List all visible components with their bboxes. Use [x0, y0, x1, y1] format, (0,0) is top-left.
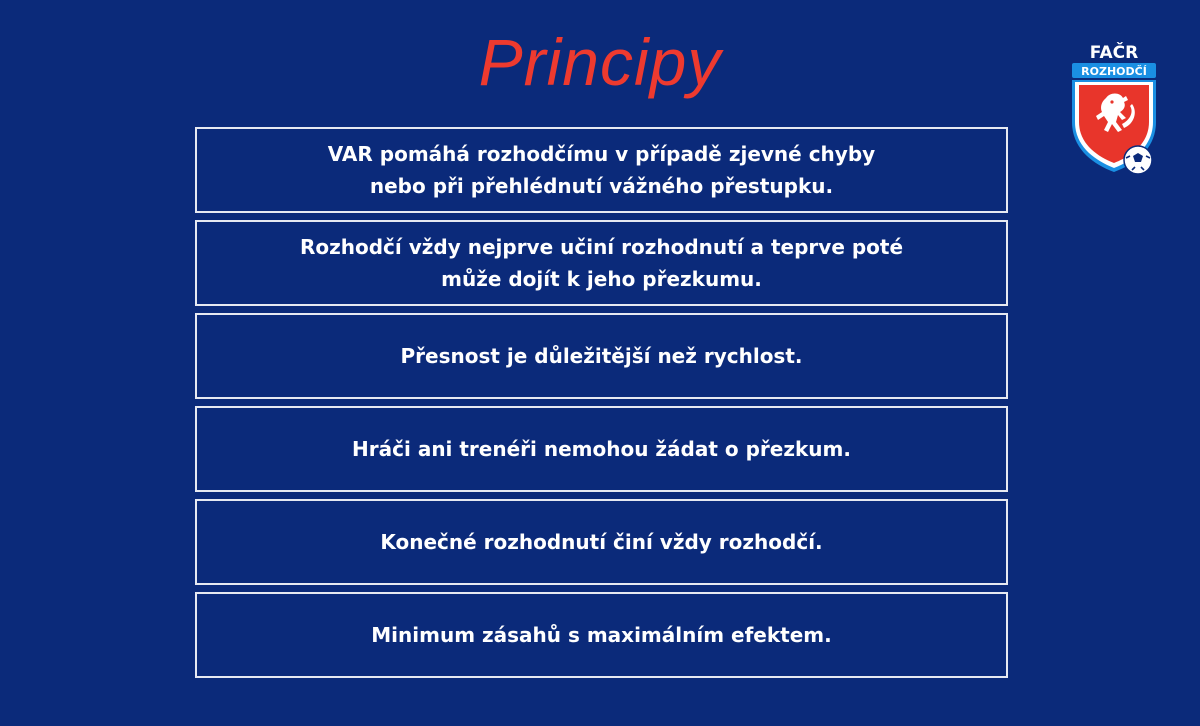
principle-item: VAR pomáhá rozhodčímu v případě zjevné chyby nebo při přehlédnutí vážného přestupku. — [195, 127, 1008, 213]
facr-lion-shield-icon — [1066, 40, 1162, 180]
page-title: Principy — [478, 25, 722, 99]
principle-item: Minimum zásahů s maximálním efektem. — [195, 592, 1008, 678]
principle-item: Rozhodčí vždy nejprve učiní rozhodnutí a teprve poté může dojít k jeho přezkumu. — [195, 220, 1008, 306]
principle-item: Hráči ani trenéři nemohou žádat o přezkum. — [195, 406, 1008, 492]
logo-line2: ROZHODČÍ — [1081, 65, 1147, 78]
principle-item: Konečné rozhodnutí činí vždy rozhodčí. — [195, 499, 1008, 585]
facr-logo — [1066, 40, 1162, 180]
logo-line1: FAČR — [1089, 43, 1139, 63]
principle-item: Přesnost je důležitější než rychlost. — [195, 313, 1008, 399]
principles-list — [195, 127, 1008, 685]
